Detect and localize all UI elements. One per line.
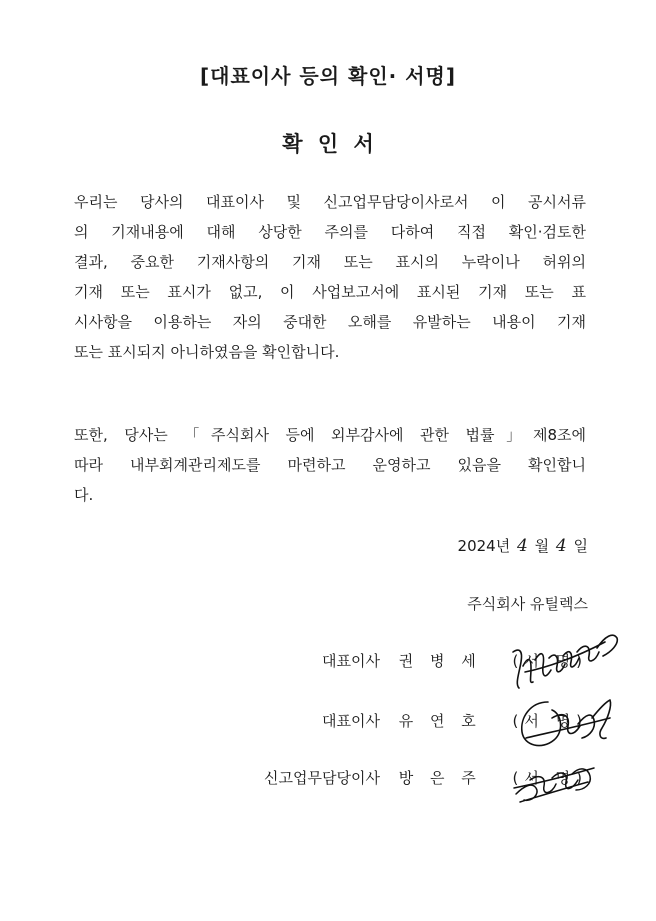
signatory-row-ceo-1	[322, 646, 588, 676]
signatory-name: 권 병 세	[398, 652, 482, 670]
signatory-role: 신고업무담당이사	[264, 769, 380, 787]
paragraph-line: 따라 내부회계관리제도를 마련하고 운영하고 있음을 확인합니	[74, 456, 586, 474]
signature-placeholder: (서 명)	[512, 769, 588, 787]
paragraph-line: 결과, 중요한 기재사항의 기재 또는 표시의 누락이나 허위의	[74, 253, 586, 271]
paragraph-line: 시사항을 이용하는 자의 중대한 오해를 유발하는 내용이 기재	[74, 313, 586, 331]
internal-control-paragraph	[74, 420, 586, 510]
signatory-row-disclosure-officer	[264, 763, 588, 793]
date-year: 2024년	[457, 537, 511, 555]
signatory-role: 대표이사	[322, 652, 380, 670]
signature-placeholder: (서 명)	[512, 652, 588, 670]
signatory-role: 대표이사	[322, 712, 380, 730]
date-day-handwritten: 4	[555, 536, 567, 556]
paragraph-line: 또는 표시되지 아니하였음을 확인합니다.	[74, 343, 340, 361]
section-header-title: [대표이사 등의 확인· 서명]	[200, 64, 456, 88]
paragraph-line: 우리는 당사의 대표이사 및 신고업무담당이사로서 이 공시서류	[74, 193, 586, 211]
signature-placeholder: (서 명)	[512, 712, 588, 730]
signatory-name: 유 연 호	[398, 712, 482, 730]
paragraph-line: 의 기재내용에 대해 상당한 주의를 다하여 직접 확인·검토한	[74, 223, 586, 241]
date-month-handwritten: 4	[517, 536, 528, 556]
document-date	[458, 535, 588, 556]
company-name: 주식회사 유틸렉스	[467, 595, 588, 613]
paragraph-line: 기재 또는 표시가 없고, 이 사업보고서에 표시된 기재 또는 표	[74, 283, 586, 301]
signatory-name: 방 은 주	[398, 769, 482, 787]
confirmation-paragraph	[74, 187, 586, 367]
date-month-unit: 월	[534, 537, 550, 555]
paragraph-line: 또한, 당사는 「주식회사 등에 외부감사에 관한 법률」제8조에	[74, 426, 586, 444]
date-day-unit: 일	[573, 537, 588, 555]
document-title: 확 인 서	[282, 132, 374, 156]
paragraph-line: 다.	[74, 486, 94, 504]
signatory-row-ceo-2	[322, 706, 588, 736]
